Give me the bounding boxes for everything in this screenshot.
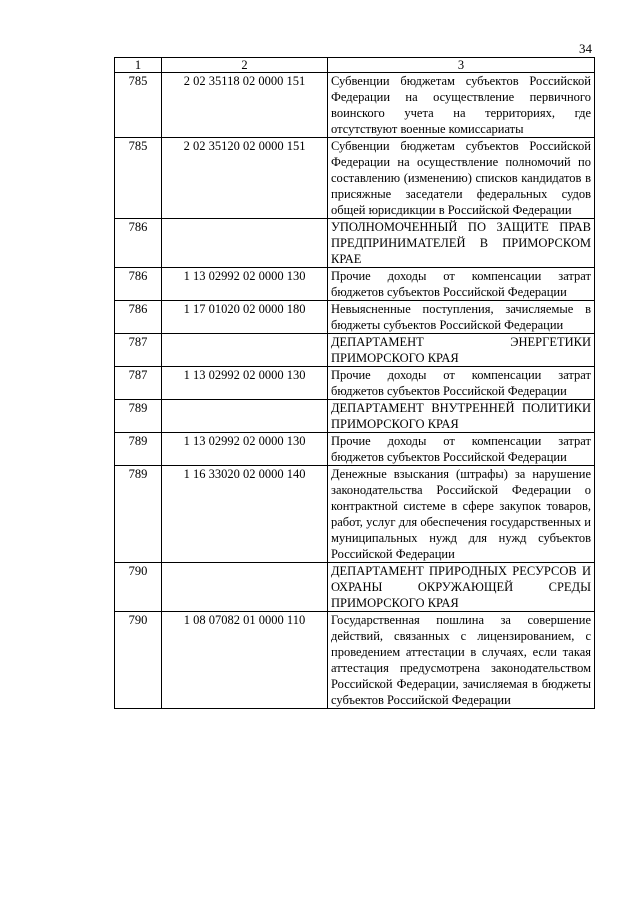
chapter-cell: 785 — [115, 73, 162, 138]
table-row — [115, 367, 595, 400]
column-header-2: 2 — [162, 58, 328, 73]
table-row — [115, 138, 595, 219]
code-cell — [162, 219, 328, 268]
name-cell: ДЕПАРТАМЕНТ ЭНЕРГЕТИКИ ПРИМОРСКОГО КРАЯ — [328, 334, 595, 367]
code-cell: 2 02 35118 02 0000 151 — [162, 73, 328, 138]
table-row — [115, 301, 595, 334]
code-cell: 1 16 33020 02 0000 140 — [162, 466, 328, 563]
name-cell: Денежные взыскания (штрафы) за нарушение законодательства Российской Федерации о контрактной системе в сфере закупок товаров, работ, услуг для обеспечения государственных и муниципальных нужд для нужд субъектов Российской Федерации — [328, 466, 595, 563]
chapter-cell: 785 — [115, 138, 162, 219]
table-row — [115, 400, 595, 433]
code-cell — [162, 334, 328, 367]
column-header-1: 1 — [115, 58, 162, 73]
code-cell: 1 13 02992 02 0000 130 — [162, 367, 328, 400]
table-row — [115, 563, 595, 612]
name-cell: ДЕПАРТАМЕНТ ВНУТРЕННЕЙ ПОЛИТИКИ ПРИМОРСКОГО КРАЯ — [328, 400, 595, 433]
name-cell: Прочие доходы от компенсации затрат бюджетов субъектов Российской Федерации — [328, 268, 595, 301]
column-header-3: 3 — [328, 58, 595, 73]
code-cell: 1 13 02992 02 0000 130 — [162, 433, 328, 466]
page-number: 34 — [579, 41, 592, 56]
name-cell: Прочие доходы от компенсации затрат бюджетов субъектов Российской Федерации — [328, 367, 595, 400]
table-row — [115, 466, 595, 563]
chapter-cell: 786 — [115, 301, 162, 334]
code-cell — [162, 563, 328, 612]
chapter-cell: 789 — [115, 466, 162, 563]
chapter-cell: 790 — [115, 612, 162, 709]
table-row — [115, 433, 595, 466]
code-cell: 1 08 07082 01 0000 110 — [162, 612, 328, 709]
code-cell — [162, 400, 328, 433]
code-cell: 2 02 35120 02 0000 151 — [162, 138, 328, 219]
table-row — [115, 612, 595, 709]
code-cell: 1 13 02992 02 0000 130 — [162, 268, 328, 301]
name-cell: Государственная пошлина за совершение действий, связанных с лицензированием, с проведением аттестации в случаях, если такая аттестация предусмотрена законодательством Российской Федерации, зачисляемая в бюджеты субъектов Российской Федерации — [328, 612, 595, 709]
chapter-cell: 789 — [115, 433, 162, 466]
chapter-cell: 787 — [115, 334, 162, 367]
table-row — [115, 268, 595, 301]
name-cell: ДЕПАРТАМЕНТ ПРИРОДНЫХ РЕСУРСОВ И ОХРАНЫ ОКРУЖАЮЩЕЙ СРЕДЫ ПРИМОРСКОГО КРАЯ — [328, 563, 595, 612]
chapter-cell: 789 — [115, 400, 162, 433]
chapter-cell: 786 — [115, 219, 162, 268]
budget-classification-table — [114, 57, 595, 709]
name-cell: Прочие доходы от компенсации затрат бюджетов субъектов Российской Федерации — [328, 433, 595, 466]
table-row — [115, 219, 595, 268]
name-cell: Невыясненные поступления, зачисляемые в бюджеты субъектов Российской Федерации — [328, 301, 595, 334]
table-row — [115, 73, 595, 138]
chapter-cell: 790 — [115, 563, 162, 612]
name-cell: Субвенции бюджетам субъектов Российской Федерации на осуществление первичного воинского учета на территориях, где отсутствуют военные комиссариаты — [328, 73, 595, 138]
table-row — [115, 334, 595, 367]
code-cell: 1 17 01020 02 0000 180 — [162, 301, 328, 334]
name-cell: УПОЛНОМОЧЕННЫЙ ПО ЗАЩИТЕ ПРАВ ПРЕДПРИНИМАТЕЛЕЙ В ПРИМОРСКОМ КРАЕ — [328, 219, 595, 268]
chapter-cell: 786 — [115, 268, 162, 301]
chapter-cell: 787 — [115, 367, 162, 400]
table-header-row — [115, 58, 595, 73]
name-cell: Субвенции бюджетам субъектов Российской Федерации на осуществление полномочий по составлению (изменению) списков кандидатов в присяжные заседатели федеральных судов общей юрисдикции в Российской Федерации — [328, 138, 595, 219]
